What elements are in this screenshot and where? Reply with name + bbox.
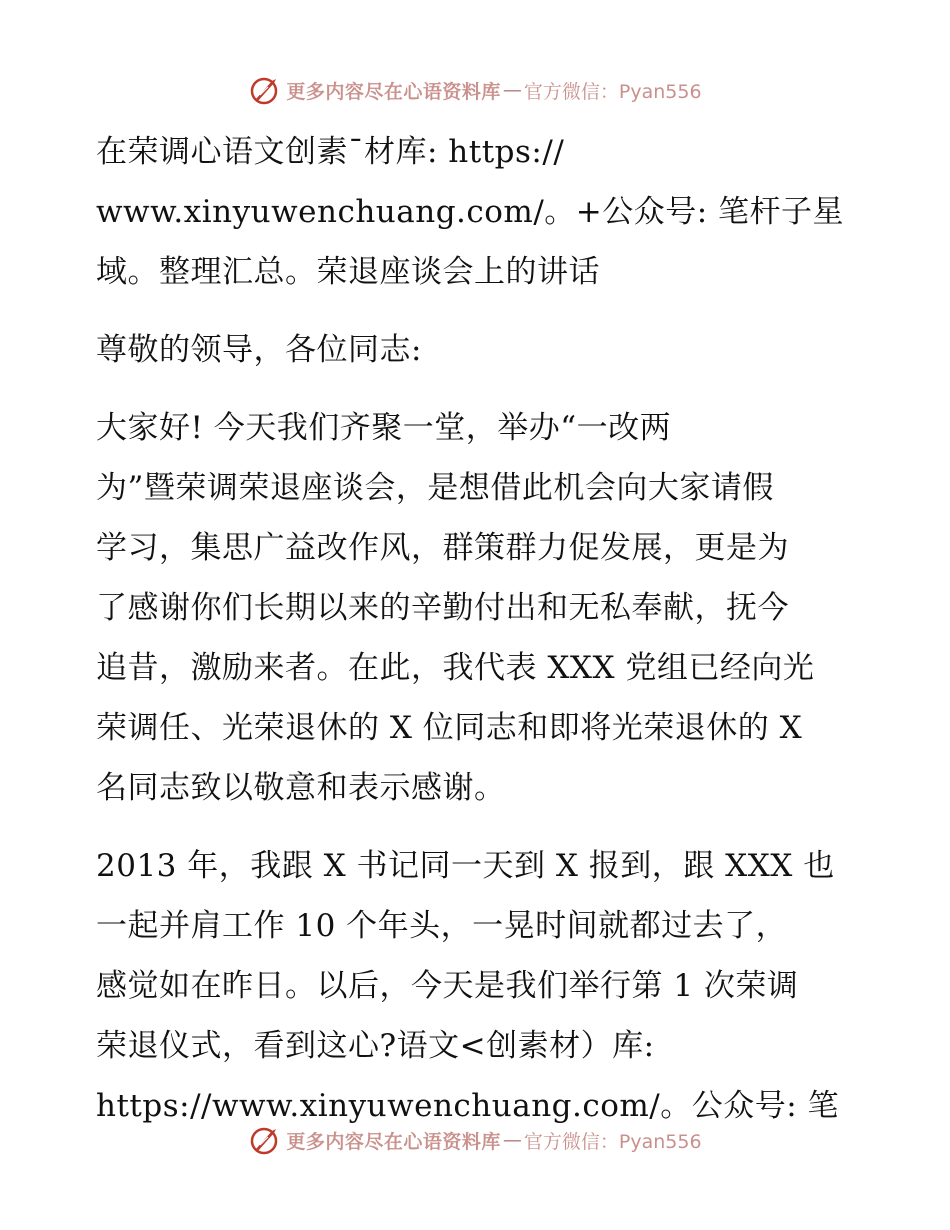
text-line: 在荣调心语文创素¯材库: https://	[96, 134, 565, 170]
quill-pen-circle-icon	[248, 1123, 282, 1157]
text-line: 荣退仪式，看到这心?语文<创素材）库:	[96, 1028, 655, 1064]
paragraph-salutation	[96, 320, 856, 380]
paragraph-recollection	[96, 836, 856, 1136]
brand-text: 更多内容尽在心语资料库	[286, 1130, 501, 1153]
text-line: 大家好! 今天我们齐聚一堂，举办“一改两	[96, 410, 672, 446]
text-line: 域。整理汇总。荣退座谈会上的讲话	[96, 254, 600, 290]
quill-pen-circle-icon	[248, 73, 282, 107]
paragraph-greeting	[96, 398, 856, 818]
separator: —	[502, 79, 522, 101]
footer-banner	[0, 1120, 950, 1160]
brand-text: 更多内容尽在心语资料库	[286, 80, 501, 103]
text-line: 为”暨荣调荣退座谈会，是想借此机会向大家请假	[96, 470, 774, 506]
text-line: https://www.xinyuwenchuang.com/。公众号: 笔	[96, 1088, 840, 1124]
text-line: 2013 年，我跟 X 书记同一天到 X 报到，跟 XXX 也	[96, 848, 835, 884]
text-line: 学习，集思广益改作风，群策群力促发展，更是为	[96, 530, 789, 566]
separator: —	[502, 1129, 522, 1151]
wechat-text: 官方微信：Pyan556	[523, 80, 702, 103]
text-line: 了感谢你们长期以来的辛勤付出和无私奉献，抚今	[96, 590, 789, 626]
text-line: 追昔，激励来者。在此，我代表 XXX 党组已经向光	[96, 650, 815, 686]
text-line: 一起并肩工作 10 个年头，一晃时间就都过去了，	[96, 908, 788, 944]
text-line: 荣调任、光荣退休的 X 位同志和即将光荣退休的 X	[96, 710, 803, 746]
text-line: 感觉如在昨日。以后，今天是我们举行第 1 次荣调	[96, 968, 799, 1004]
paragraph-intro	[96, 122, 856, 302]
text-line: 名同志致以敬意和表示感谢。	[96, 770, 506, 806]
text-line: www.xinyuwenchuang.com/。+公众号: 笔杆子星	[96, 194, 845, 230]
wechat-text: 官方微信：Pyan556	[523, 1130, 702, 1153]
document-body	[96, 122, 856, 1154]
text-line: 尊敬的领导，各位同志:	[96, 332, 422, 368]
header-banner	[0, 70, 950, 110]
